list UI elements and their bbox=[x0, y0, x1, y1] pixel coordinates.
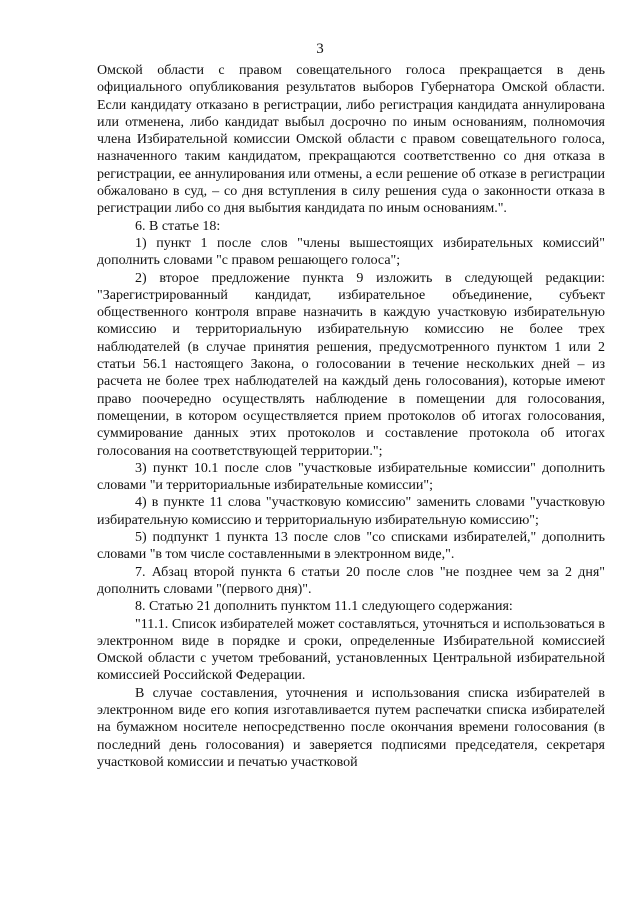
paragraph-electronic-list: В случае составления, уточнения и использования списка избирателей в электронном виде его копия изготавливается путем распечатки списка избирателей на бумажном носителе непосредственно после окончания времени голосования (в последний день голосования) и заверяется подписями председателя, секретаря участковой комиссии и печатью участковой bbox=[97, 685, 605, 770]
page-number: 3 bbox=[316, 41, 324, 57]
paragraph-continuation: Омской области с правом совещательного голоса прекращается в день официального опубликования результатов выборов Губернатора Омской области. Если кандидату отказано в регистрации, либо регистрация кандидата аннулирована или отменена, либо кандидат выбыл досрочно по иным основаниям, полномочия члена Избирательной комиссии Омской области с правом совещательного голоса, назначенного таким кандидатом, прекращаются соответственно со дня отказа в регистрации, ее аннулирования или отмены, а если решение об отказе в регистрации обжаловано в суд, – со дня вступления в силу решения суда о законности отказа в регистрации либо со дня выбытия кандидата по иным основаниям.". bbox=[97, 63, 605, 217]
paragraph-subitem-3: 3) пункт 10.1 после слов "участковые избирательные комиссии" дополнить словами "и территориальные избирательные комиссии"; bbox=[97, 460, 605, 494]
paragraph-item-7: 7. Абзац второй пункта 6 статьи 20 после слов "не позднее чем за 2 дня" дополнить словами "(первого дня)". bbox=[97, 564, 605, 597]
paragraph-subitem-2: 2) второе предложение пункта 9 изложить в следующей редакции: "Зарегистрированный кандидат, избирательное объединение, субъект общественного контроля вправе назначить в каждую участковую избирательную комиссию и территориальную избирательную комиссию не более трех наблюдателей (в случае принятия решения, предусмотренного пунктом 1 или 2 статьи 56.1 настоящего Закона, о голосовании в течение нескольких дней – из расчета не более трех наблюдателей на каждый день голосования), которые имеют право поочередно осуществлять наблюдение в помещении для голосования, помещении, в котором осуществляется прием протоколов об итогах голосования, суммирование данных этих протоколов и составление протокола об итогах голосования на соответствующей территории."; bbox=[97, 270, 605, 459]
paragraph-item-8: 8. Статью 21 дополнить пунктом 11.1 следующего содержания: bbox=[135, 599, 513, 615]
paragraph-subitem-5: 5) подпункт 1 пункта 13 после слов "со списками избирателей," дополнить словами "в том числе составленными в электронном виде,". bbox=[97, 530, 605, 563]
document-body bbox=[97, 62, 605, 771]
paragraph-clause-11-1: "11.1. Список избирателей может составляться, уточняться и использоваться в электронном виде в порядке и сроки, определенные Избирательной комиссией Омской области с учетом требований, установленных Центральной избирательной комиссией Российской Федерации. bbox=[97, 616, 605, 684]
paragraph-subitem-1: 1) пункт 1 после слов "члены вышестоящих избирательных комиссий" дополнить словами "с правом решающего голоса"; bbox=[97, 235, 605, 269]
paragraph-item-6: 6. В статье 18: bbox=[135, 218, 221, 234]
paragraph-subitem-4: 4) в пункте 11 слова "участковую комиссию" заменить словами "участковую избирательную комиссию и территориальную избирательную комиссию"; bbox=[97, 495, 605, 528]
